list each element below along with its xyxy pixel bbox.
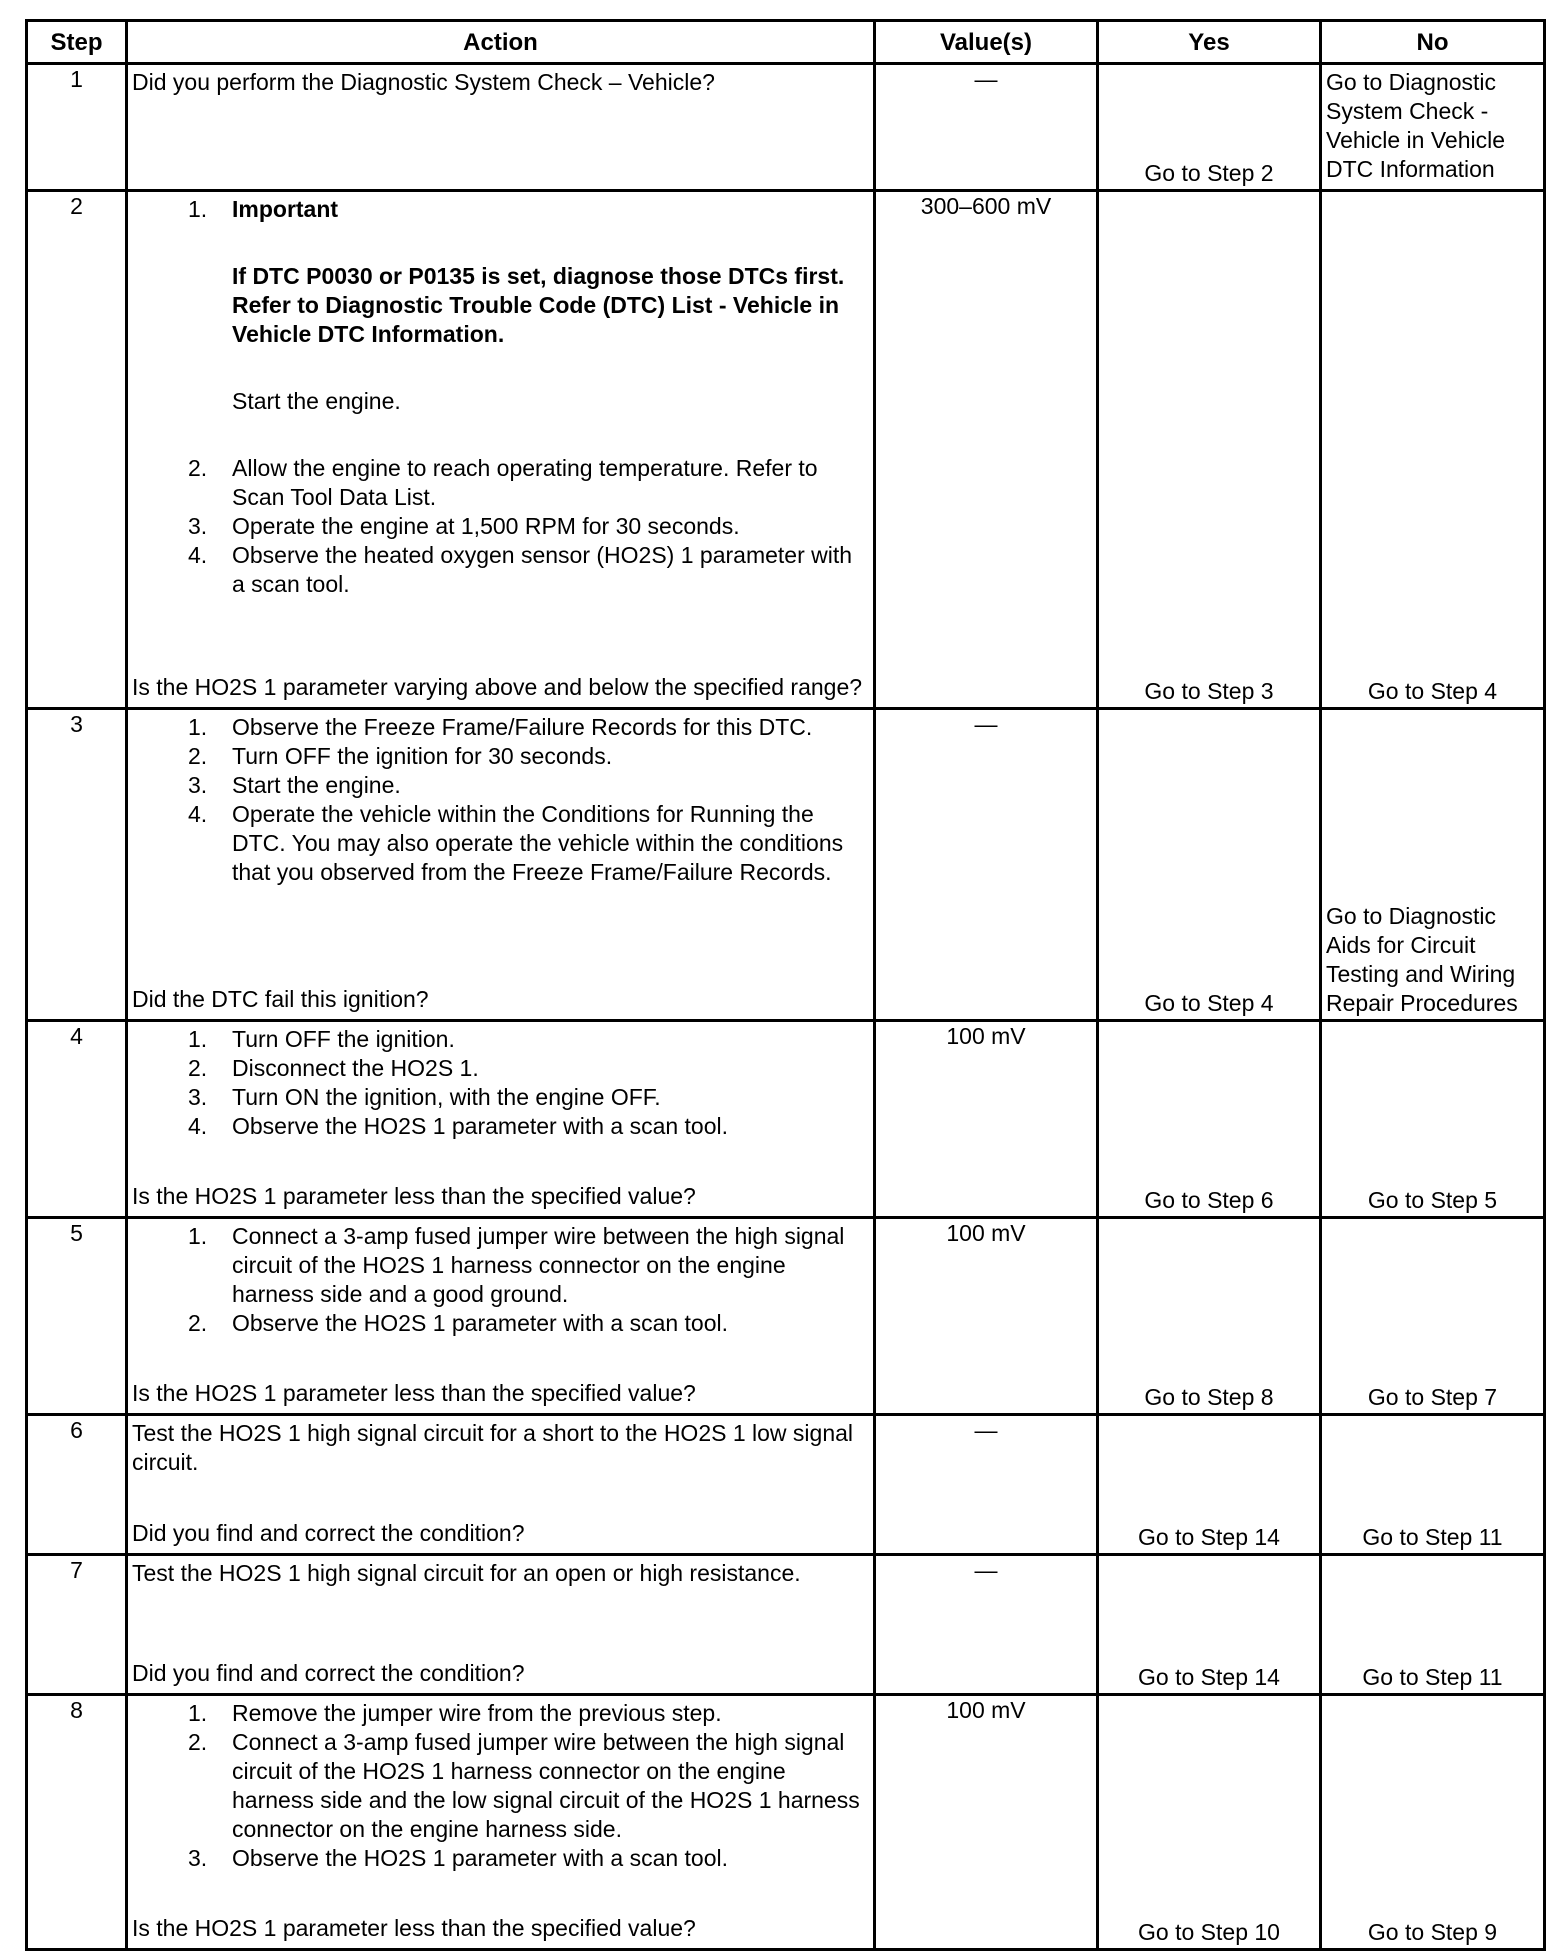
item-number: 2. xyxy=(188,743,208,769)
yes-cell xyxy=(1098,64,1321,191)
important-text: If DTC P0030 or P0135 is set, diagnose those DTCs first. Refer to Diagnostic Trouble Code (DTC) List - Vehicle in Vehicle DTC Information. xyxy=(232,263,845,347)
table-row xyxy=(27,1218,1545,1415)
list-item xyxy=(132,1083,869,1112)
list-item xyxy=(132,195,869,454)
list-item xyxy=(132,1309,869,1338)
item-number: 4. xyxy=(188,801,208,827)
action-cell xyxy=(127,709,875,1021)
step-number: 4 xyxy=(27,1021,127,1218)
step-number: 5 xyxy=(27,1218,127,1415)
no-link[interactable]: Go to Step 11 xyxy=(1362,1664,1503,1690)
table-row xyxy=(27,191,1545,709)
step-number: 1 xyxy=(27,64,127,191)
no-link[interactable]: Go to Step 5 xyxy=(1367,1187,1498,1213)
action-cell xyxy=(127,191,875,709)
question-text: Did you find and correct the condition? xyxy=(132,1520,525,1546)
list-item xyxy=(132,1728,869,1844)
yes-cell xyxy=(1098,1021,1321,1218)
table-row xyxy=(27,1555,1545,1695)
item-text: Start the engine. xyxy=(232,772,401,798)
item-number: 2. xyxy=(188,1055,208,1081)
item-number: 1. xyxy=(188,714,208,740)
action-text: Test the HO2S 1 high signal circuit for a short to the HO2S 1 low signal circuit. xyxy=(132,1420,854,1475)
no-link[interactable]: Go to Step 11 xyxy=(1362,1524,1503,1550)
header-yes: Yes xyxy=(1098,21,1321,64)
item-number: 4. xyxy=(188,1113,208,1139)
start-text: Start the engine. xyxy=(232,388,401,414)
item-text: Allow the engine to reach operating temperature. Refer to Scan Tool Data List. xyxy=(232,455,818,510)
list-item xyxy=(132,541,869,599)
yes-link[interactable]: Go to Step 3 xyxy=(1144,678,1274,704)
action-list xyxy=(132,1222,869,1338)
header-step: Step xyxy=(27,21,127,64)
value-cell: 100 mV xyxy=(875,1218,1098,1415)
value-cell: 100 mV xyxy=(875,1695,1098,1950)
header-no: No xyxy=(1321,21,1545,64)
item-number: 1. xyxy=(188,196,208,222)
item-number: 3. xyxy=(188,1084,208,1110)
value-cell: — xyxy=(875,1415,1098,1555)
list-item xyxy=(132,800,869,887)
yes-link[interactable]: Go to Step 6 xyxy=(1144,1187,1274,1213)
action-list xyxy=(132,1025,869,1141)
list-item xyxy=(132,454,869,512)
list-item xyxy=(132,1222,869,1309)
table-row xyxy=(27,709,1545,1021)
item-text: Turn ON the ignition, with the engine OFF. xyxy=(232,1084,661,1110)
action-cell xyxy=(127,1415,875,1555)
important-label: Important xyxy=(232,196,339,222)
item-text: Observe the heated oxygen sensor (HO2S) 1 parameter with a scan tool. xyxy=(232,542,853,597)
item-text: Turn OFF the ignition. xyxy=(232,1026,455,1052)
question-text: Is the HO2S 1 parameter varying above and below the specified range? xyxy=(132,674,863,700)
step-number: 8 xyxy=(27,1695,127,1950)
header-row xyxy=(27,21,1545,64)
item-text: Observe the HO2S 1 parameter with a scan tool. xyxy=(232,1845,729,1871)
yes-cell xyxy=(1098,709,1321,1021)
list-item xyxy=(132,713,869,742)
item-number: 2. xyxy=(188,1310,208,1336)
no-link[interactable]: Go to Step 9 xyxy=(1367,1919,1498,1945)
yes-cell xyxy=(1098,1695,1321,1950)
item-number: 2. xyxy=(188,1729,208,1755)
action-cell xyxy=(127,1695,875,1950)
item-text: Observe the HO2S 1 parameter with a scan tool. xyxy=(232,1113,729,1139)
item-number: 3. xyxy=(188,1845,208,1871)
question-text: Is the HO2S 1 parameter less than the specified value? xyxy=(132,1183,696,1209)
yes-link[interactable]: Go to Step 8 xyxy=(1144,1384,1274,1410)
action-list xyxy=(132,195,869,599)
value-cell: — xyxy=(875,709,1098,1021)
value-cell: 300–600 mV xyxy=(875,191,1098,709)
item-text: Disconnect the HO2S 1. xyxy=(232,1055,479,1081)
item-text: Observe the Freeze Frame/Failure Records for this DTC. xyxy=(232,714,813,740)
item-number: 1. xyxy=(188,1223,208,1249)
no-cell xyxy=(1321,709,1545,1021)
yes-cell xyxy=(1098,1555,1321,1695)
diagnostic-table xyxy=(25,19,1546,1951)
table-row xyxy=(27,1415,1545,1555)
item-text: Connect a 3-amp fused jumper wire between the high signal circuit of the HO2S 1 harness connector on the engine harness side and a good ground. xyxy=(232,1223,845,1307)
step-number: 3 xyxy=(27,709,127,1021)
table-row xyxy=(27,64,1545,191)
question-text: Is the HO2S 1 parameter less than the specified value? xyxy=(132,1915,696,1941)
header-action: Action xyxy=(127,21,875,64)
item-number: 4. xyxy=(188,542,208,568)
no-cell xyxy=(1321,1021,1545,1218)
question-text: Did the DTC fail this ignition? xyxy=(132,986,429,1012)
item-text: Connect a 3-amp fused jumper wire between the high signal circuit of the HO2S 1 harness connector on the engine harness side and the low signal circuit of the HO2S 1 harness connector on the engine harness side. xyxy=(232,1729,860,1842)
yes-cell xyxy=(1098,1415,1321,1555)
no-cell xyxy=(1321,1555,1545,1695)
list-item xyxy=(132,742,869,771)
yes-link[interactable]: Go to Step 10 xyxy=(1138,1919,1280,1945)
no-cell xyxy=(1321,64,1545,191)
step-number: 6 xyxy=(27,1415,127,1555)
list-item xyxy=(132,1844,869,1873)
item-text: Turn OFF the ignition for 30 seconds. xyxy=(232,743,613,769)
item-text: Observe the HO2S 1 parameter with a scan tool. xyxy=(232,1310,729,1336)
no-link[interactable]: Go to Diagnostic Aids for Circuit Testing and Wiring Repair Procedures xyxy=(1326,903,1518,1016)
action-cell xyxy=(127,1218,875,1415)
item-number: 1. xyxy=(188,1700,208,1726)
item-text: Operate the vehicle within the Conditions for Running the DTC. You may also operate the vehicle within the conditions that you observed from the Freeze Frame/Failure Records. xyxy=(232,801,844,885)
no-cell xyxy=(1321,1218,1545,1415)
no-cell xyxy=(1321,191,1545,709)
list-item xyxy=(132,771,869,800)
action-text: Test the HO2S 1 high signal circuit for an open or high resistance. xyxy=(132,1560,801,1586)
list-item xyxy=(132,1699,869,1728)
step-number: 2 xyxy=(27,191,127,709)
item-number: 3. xyxy=(188,513,208,539)
item-text: Operate the engine at 1,500 RPM for 30 seconds. xyxy=(232,513,740,539)
no-link[interactable]: Go to Step 4 xyxy=(1367,678,1498,704)
yes-cell xyxy=(1098,1218,1321,1415)
action-cell xyxy=(127,64,875,191)
list-item xyxy=(132,512,869,541)
yes-link[interactable]: Go to Step 2 xyxy=(1144,160,1274,186)
item-text: Remove the jumper wire from the previous step. xyxy=(232,1700,722,1726)
table-row xyxy=(27,1021,1545,1218)
item-number: 3. xyxy=(188,772,208,798)
value-cell: 100 mV xyxy=(875,1021,1098,1218)
yes-link[interactable]: Go to Step 4 xyxy=(1144,990,1274,1016)
yes-cell xyxy=(1098,191,1321,709)
item-number: 2. xyxy=(188,455,208,481)
table-row xyxy=(27,1695,1545,1950)
value-cell: — xyxy=(875,1555,1098,1695)
question-text: Did you perform the Diagnostic System Check – Vehicle? xyxy=(132,69,715,95)
item-number: 1. xyxy=(188,1026,208,1052)
action-list xyxy=(132,1699,869,1873)
action-cell xyxy=(127,1021,875,1218)
action-cell xyxy=(127,1555,875,1695)
question-text: Did you find and correct the condition? xyxy=(132,1660,525,1686)
no-cell xyxy=(1321,1415,1545,1555)
header-values: Value(s) xyxy=(875,21,1098,64)
yes-link[interactable]: Go to Step 14 xyxy=(1138,1664,1280,1690)
no-link[interactable]: Go to Diagnostic System Check - Vehicle in Vehicle DTC Information xyxy=(1326,69,1506,182)
action-list xyxy=(132,713,869,887)
list-item xyxy=(132,1112,869,1141)
question-text: Is the HO2S 1 parameter less than the specified value? xyxy=(132,1380,696,1406)
list-item xyxy=(132,1054,869,1083)
step-number: 7 xyxy=(27,1555,127,1695)
list-item xyxy=(132,1025,869,1054)
value-cell: — xyxy=(875,64,1098,191)
no-cell xyxy=(1321,1695,1545,1950)
no-link[interactable]: Go to Step 7 xyxy=(1367,1384,1498,1410)
yes-link[interactable]: Go to Step 14 xyxy=(1138,1524,1280,1550)
